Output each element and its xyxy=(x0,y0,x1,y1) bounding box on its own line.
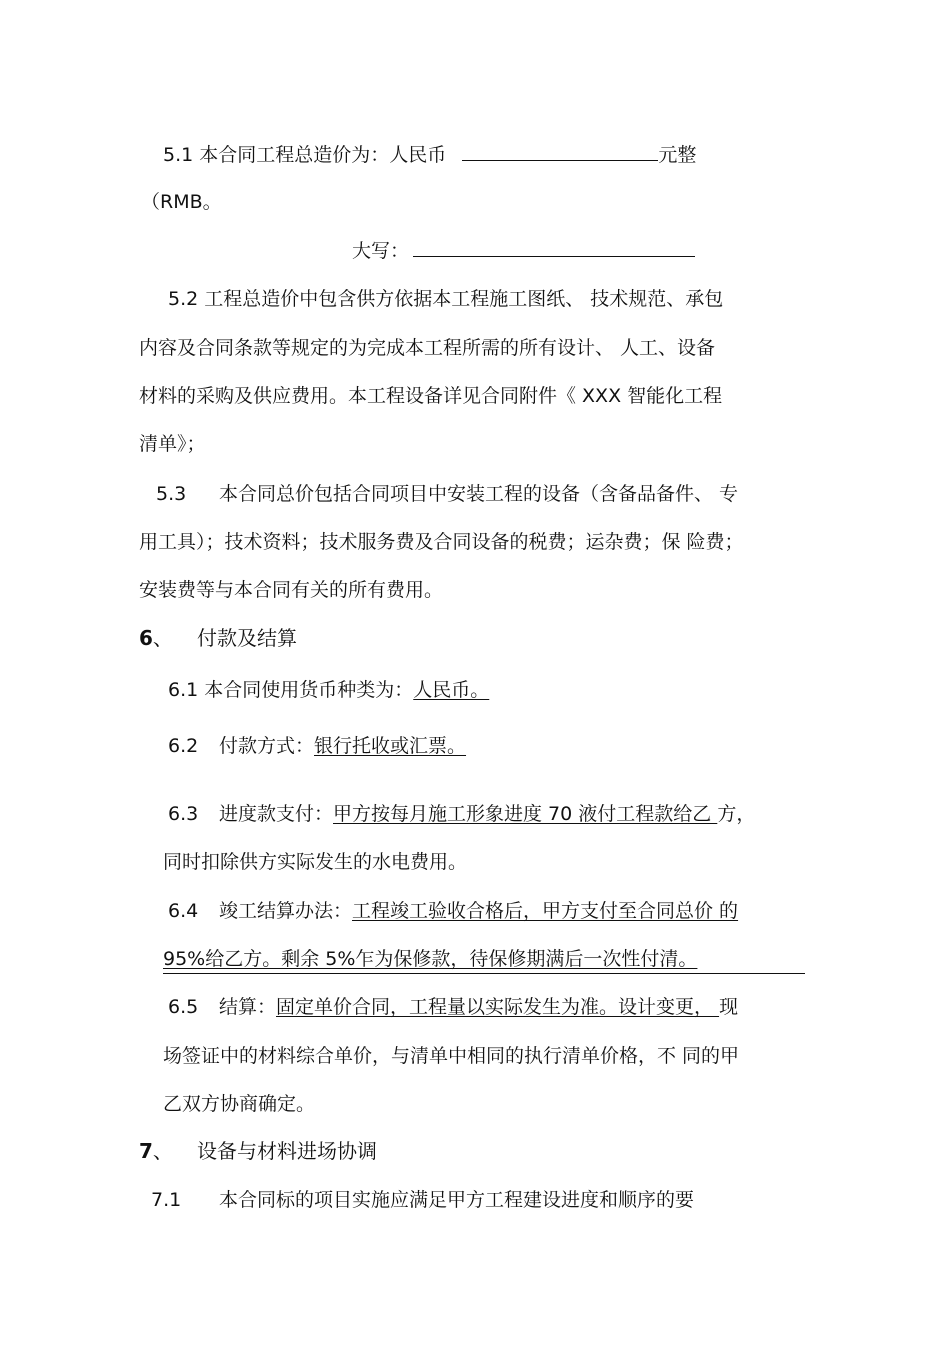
clause-6-5-value: 固定单价合同，工程量以实际发生为准。设计变更， xyxy=(276,996,720,1018)
clause-6-5-line2: 场签证中的材料综合单价，与清单中相同的执行清单价格，不 同的甲 xyxy=(163,1045,740,1067)
clause-6-4-line1 xyxy=(219,899,738,923)
clause-6-1-label: 6.1 本合同使用货币种类为： xyxy=(168,679,414,701)
clause-6-2-value: 银行托收或汇票。 xyxy=(314,735,467,757)
section-7-separator: 、 xyxy=(152,1139,173,1163)
clause-6-4-line2: 95%给乙方。剩余 5%乍为保修款，待保修期满后一次性付清。 xyxy=(163,948,698,970)
clause-6-5-line1 xyxy=(219,995,738,1019)
clause-5-1-label: 5.1 本合同工程总造价为：人民币 xyxy=(163,144,447,166)
clause-5-1 xyxy=(163,142,696,167)
capital-blank xyxy=(413,238,695,257)
clause-6-5-num: 6.5 xyxy=(168,996,199,1018)
clause-5-3-line1: 本合同总价包括合同项目中安装工程的设备（含备品备件、 专 xyxy=(219,483,739,505)
clause-5-2-line4: 清单》； xyxy=(139,433,206,455)
section-7-number: 7 xyxy=(139,1139,153,1163)
clause-5-2-line2: 内容及合同条款等规定的为完成本工程所需的所有设计、 人工、设备 xyxy=(139,337,716,359)
clause-6-2-label: 付款方式： xyxy=(219,735,315,757)
clause-6-1 xyxy=(168,678,489,702)
clause-5-3-num: 5.3 xyxy=(156,483,187,505)
section-6-number: 6 xyxy=(139,626,153,650)
clause-6-4-label: 竣工结算办法： xyxy=(219,900,353,922)
section-6-heading xyxy=(139,626,173,650)
clause-6-3-tail: 方， xyxy=(717,803,756,825)
clause-6-3-line2: 同时扣除供方实际发生的水电费用。 xyxy=(163,851,468,873)
clause-6-5-tail: 现 xyxy=(719,996,739,1018)
clause-6-5-line3: 乙双方协商确定。 xyxy=(163,1093,316,1115)
separator-rule xyxy=(163,973,805,974)
clause-6-3-value: 甲方按每月施工形象进度 70 液付工程款给乙 xyxy=(333,803,718,825)
clause-6-5-label: 结算： xyxy=(219,996,277,1018)
clause-6-3-label: 进度款支付： xyxy=(219,803,334,825)
clause-6-1-value: 人民币。 xyxy=(413,679,490,701)
clause-6-2 xyxy=(219,734,466,758)
clause-6-2-num: 6.2 xyxy=(168,735,199,757)
clause-7-1-num: 7.1 xyxy=(151,1189,182,1211)
clause-5-2-line1: 5.2 工程总造价中包含供方依据本工程施工图纸、 技术规范、承包 xyxy=(168,288,724,310)
rmb-line: （RMB。 xyxy=(141,191,222,213)
clause-6-4-num: 6.4 xyxy=(168,900,199,922)
clause-6-4-value: 工程竣工验收合格后，甲方支付至合同总价 的 xyxy=(352,900,739,922)
clause-5-3-line3: 安装费等与本合同有关的所有费用。 xyxy=(139,579,444,601)
section-7-heading xyxy=(139,1139,173,1163)
price-unit: 元整 xyxy=(658,144,697,166)
clause-5-3-line2: 用工具）；技术资料；技术服务费及合同设备的税费；运杂费；保 险费； xyxy=(139,531,744,553)
clause-6-3-line1 xyxy=(219,802,755,826)
capital-line xyxy=(352,238,695,263)
section-6-separator: 、 xyxy=(152,626,173,650)
clause-5-2-line3: 材料的采购及供应费用。本工程设备详见合同附件《 XXX 智能化工程 xyxy=(139,385,723,407)
capital-label: 大写： xyxy=(352,240,410,262)
clause-7-1-text: 本合同标的项目实施应满足甲方工程建设进度和顺序的要 xyxy=(219,1189,695,1211)
clause-6-3-num: 6.3 xyxy=(168,803,199,825)
section-7-title: 设备与材料进场协调 xyxy=(197,1139,377,1163)
price-blank xyxy=(462,142,658,161)
section-6-title: 付款及结算 xyxy=(197,626,297,650)
